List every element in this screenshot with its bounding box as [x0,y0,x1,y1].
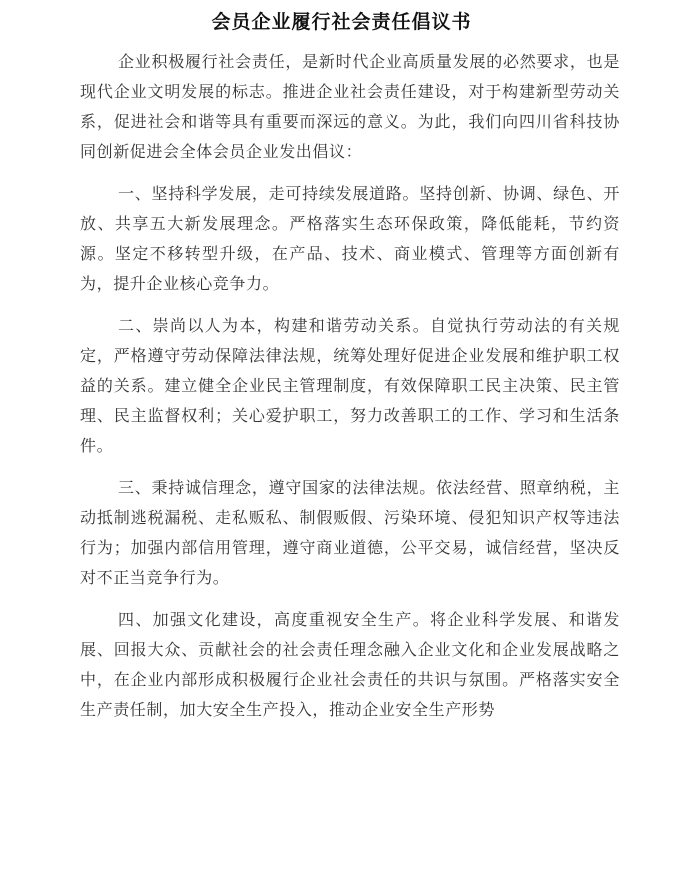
document-body [80,47,620,725]
paragraph-item-3: 三、秉持诚信理念，遵守国家的法律法规。依法经营、照章纳税，主动抵制逃税漏税、走私贩私、制假贩假、污染环境、侵犯知识产权等违法行为；加强内部信用管理，遵守商业道德，公平交易，诚信经营，坚决反对不正当竞争行为。 [80,478,620,587]
document-title: 会员企业履行社会责任倡议书 [211,11,472,33]
paragraph-item-1: 一、坚持科学发展，走可持续发展道路。坚持创新、协调、绿色、开放、共享五大新发展理念。严格落实生态环保政策，降低能耗，节约资源。坚定不移转型升级，在产品、技术、商业模式、管理等方面创新有为，提升企业核心竞争力。 [80,184,620,293]
paragraph-item-2: 二、崇尚以人为本，构建和谐劳动关系。自觉执行劳动法的有关规定，严格遵守劳动保障法律法规，统筹处理好促进企业发展和维护职工权益的关系。建立健全企业民主管理制度，有效保障职工民主决策、民主管理、民主监督权利；关心爱护职工，努力改善职工的工作、学习和生活条件。 [80,316,620,455]
paragraph-item-4: 四、加强文化建设，高度重视安全生产。将企业科学发展、和谐发展、回报大众、贡献社会的社会责任理念融入企业文化和企业发展战略之中，在企业内部形成积极履行企业社会责任的共识与氛围。严格落实安全生产责任制，加大安全生产投入，推动企业安全生产形势 [80,610,620,719]
paragraph-intro: 企业积极履行社会责任，是新时代企业高质量发展的必然要求，也是现代企业文明发展的标志。推进企业社会责任建设，对于构建新型劳动关系，促进社会和谐等具有重要而深远的意义。为此，我们向四川省科技协同创新促进会全体会员企业发出倡议： [80,52,620,161]
